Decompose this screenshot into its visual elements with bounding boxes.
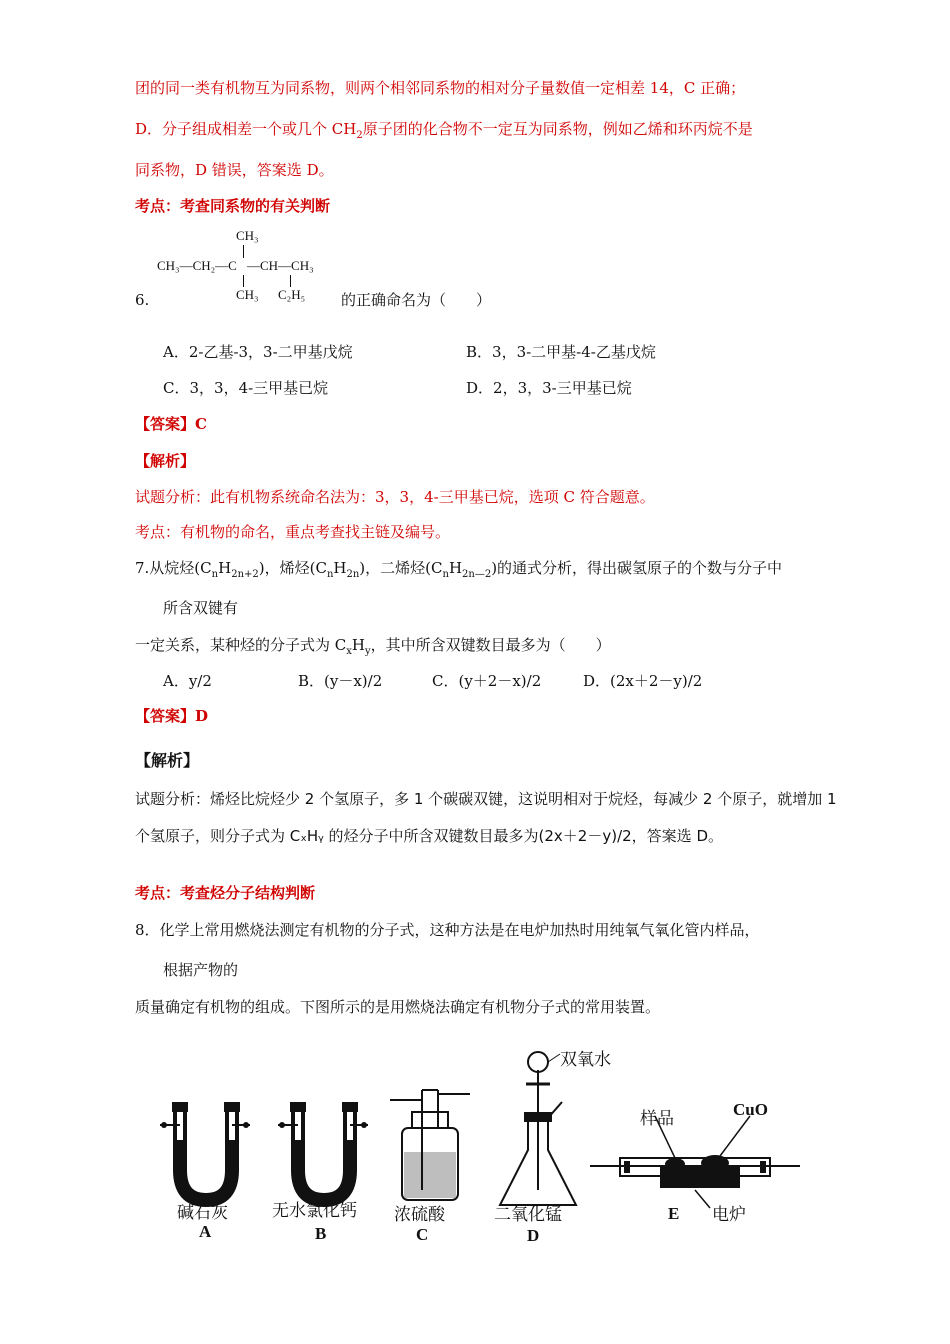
option-d: D．(2x＋2－y)/2 — [583, 672, 703, 690]
question-stem: 的正确命名为（ ） — [341, 291, 492, 309]
question-stem-cont: 一定关系，某种烃的分子式为 $C_xH_y$，其中所含双键数目最多为（ ） — [135, 636, 611, 657]
label-e: E — [668, 1204, 680, 1223]
kaodian-line: 考点：考查烃分子结构判断 — [135, 884, 316, 902]
bond-line — [243, 245, 244, 258]
combustion-tube-e — [590, 1116, 800, 1208]
kaodian-line: 考点：考查同系物的有关判断 — [135, 197, 331, 215]
answer-line: 【答案】C — [135, 415, 207, 433]
question-stem-cont: 根据产物的 — [163, 961, 239, 979]
option-b: B．3，3-二甲基-4-乙基戊烷 — [466, 343, 656, 361]
answer-line: 【答案】D — [135, 707, 209, 725]
label-b-reagent: 无水氯化钙 — [272, 1201, 357, 1221]
bond-line — [243, 275, 244, 287]
option-a: A．y/2 — [163, 672, 212, 690]
washing-bottle-c — [390, 1090, 470, 1200]
struct-main-left: CH₃—CH₂—C — [157, 258, 237, 273]
label-b: B — [315, 1224, 327, 1243]
option-d: D．2，3，3-三甲基已烷 — [466, 379, 632, 397]
flask-d — [500, 1052, 576, 1205]
label-e-sample: 样品 — [640, 1109, 674, 1129]
struct-main-right: —CH—CH₃ — [247, 258, 314, 273]
label-d: D — [527, 1226, 540, 1245]
question-stem: 7.从烷烃$(C_nH_{2n+2})$，烯烃$(C_nH_{2n})$，二烯烃$(C_nH_{2n—2})$的通式分析，得出碳氢原子的个数与分子中 — [135, 559, 783, 580]
text-line: 团的同一类有机物互为同系物，则两个相邻同系物的相对分子量数值一定相差 14，C 正确； — [135, 79, 746, 97]
label-a: A — [199, 1222, 212, 1241]
struct-c2h5: C₂H₅ — [278, 287, 306, 302]
analysis-line: 个氢原子，则分子式为 CₓHᵧ 的烃分子中所含双键数目最多为(2x＋2－y)/2，答案选 D。 — [135, 827, 723, 845]
analysis-line: 试题分析：此有机物系统命名法为：3，3，4-三甲基已烷，选项 C 符合题意。 — [135, 488, 655, 506]
label-e-heater: 电炉 — [712, 1205, 746, 1225]
kaodian-line: 考点：有机物的命名，重点考查找主链及编号。 — [135, 523, 451, 541]
label-c-reagent: 浓硫酸 — [394, 1205, 445, 1225]
analysis-line: 试题分析：烯烃比烷烃少 2 个氢原子，多 1 个碳碳双键，这说明相对于烷烃，每减少 2 个原子，就增加 1 — [135, 790, 837, 808]
question-stem-cont: 所含双键有 — [163, 599, 239, 617]
question-stem: 8．化学上常用燃烧法测定有机物的分子式，这种方法是在电炉加热时用纯氧气氧化管内样品， — [135, 921, 760, 939]
label-d-top: 双氧水 — [560, 1050, 611, 1070]
label-c: C — [416, 1225, 429, 1244]
label-e-cuo: CuO — [733, 1100, 768, 1119]
option-a: A．2-乙基-3，3-二甲基戊烷 — [163, 343, 353, 361]
u-tube-a — [160, 1102, 250, 1200]
question-stem-cont: 质量确定有机物的组成。下图所示的是用燃烧法确定有机物分子式的常用装置。 — [135, 998, 661, 1016]
jiexi-heading: 【解析】 — [135, 452, 196, 470]
option-c: C．3，3，4-三甲基已烷 — [163, 379, 329, 397]
option-c: C．(y＋2－x)/2 — [432, 672, 542, 690]
label-d-reagent: 二氧化锰 — [494, 1205, 562, 1225]
question-number: 6. — [135, 291, 150, 309]
apparatus-figure — [150, 1040, 810, 1250]
text-line: 同系物，D 错误，答案选 D。 — [135, 161, 334, 179]
bond-line — [290, 275, 291, 287]
jiexi-heading: 【解析】 — [135, 751, 200, 770]
struct-ch3-top: CH₃ — [236, 228, 259, 243]
struct-ch3-bottom: CH₃ — [236, 287, 259, 302]
u-tube-b — [278, 1102, 368, 1200]
label-a-reagent: 碱石灰 — [177, 1203, 228, 1223]
option-b: B．(y－x)/2 — [298, 672, 383, 690]
text-line: D．分子组成相差一个或几个 $CH_2$原子团的化合物不一定互为同系物，例如乙烯和环丙烷不是 — [135, 120, 753, 141]
